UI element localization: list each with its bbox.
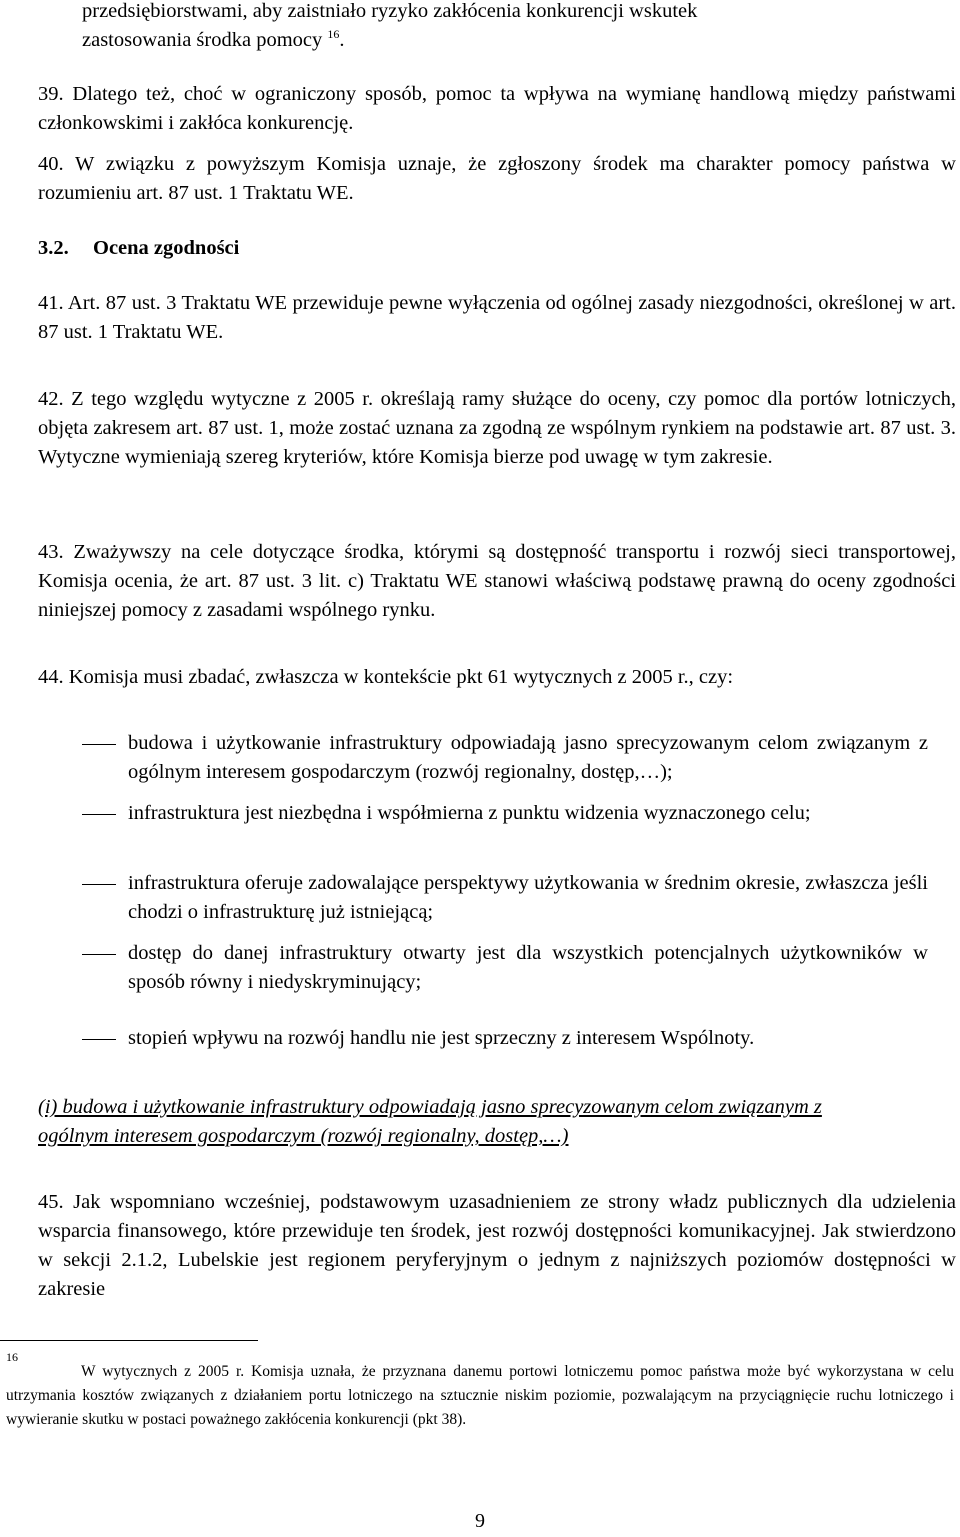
paragraph-40: 40. W związku z powyższym Komisja uznaje, że zgłoszony środek ma charakter pomocy państwa w rozumieniu art. 87 ust. 1 Traktatu WE. <box>38 153 956 204</box>
footnote-ref[interactable]: 16 <box>327 27 340 42</box>
continuation-text: zastosowania środka pomocy <box>82 29 323 51</box>
continuation-end: . <box>339 29 345 51</box>
continuation-line-2 <box>82 26 956 55</box>
paragraph-45: 45. Jak wspomniano wcześniej, podstawowym uzasadnieniem ze strony władz publicznych dla udzielenia wsparcia finansowego, które przewiduje ten środek, jest rozwój dostępności komunikacyjnej. Jak stwierdzono w sekcji 2.1.2, Lubelskie jest regionem peryferyjnym o jednym z najniższych poziomów dostępności w zakresie <box>38 1191 956 1300</box>
dash-icon <box>82 884 116 885</box>
page-number: 9 <box>475 1510 485 1532</box>
list-item: dostęp do danej infrastruktury otwarty jest dla wszystkich potencjalnych użytkowników w sposób równy i niedyskryminujący; <box>128 942 928 993</box>
section-heading <box>38 234 438 263</box>
paragraph-39: 39. Dlatego też, choć w ograniczony sposób, pomoc ta wpływa na wymianę handlową między państwami członkowskimi i zakłóca konkurencję. <box>38 83 956 134</box>
list-item: budowa i użytkowanie infrastruktury odpowiadają jasno sprecyzowanym celom związanym z ogólnym interesem gospodarczym (rozwój regionalny, dostęp,…); <box>128 732 928 783</box>
paragraph-42: 42. Z tego względu wytyczne z 2005 r. określają ramy służące do oceny, czy pomoc dla portów lotniczych, objęta zakresem art. 87 ust. 1, może zostać uznana za zgodną ze wspólnym rynkiem na podstawie art. 87 ust. 3. Wytyczne wymieniają szereg kryteriów, które Komisja bierze pod uwagę w tym zakresie. <box>38 388 956 468</box>
paragraph-44: 44. Komisja musi zbadać, zwłaszcza w kontekście pkt 61 wytycznych z 2005 r., czy: <box>38 666 734 688</box>
dash-icon <box>82 954 116 955</box>
subheading: (i) budowa i użytkowanie infrastruktury odpowiadają jasno sprecyzowanym celom związanym z ogólnym interesem gospodarczym (rozwój regionalny, dostęp,…) <box>38 1096 822 1147</box>
dash-icon <box>82 744 116 745</box>
section-number: 3.2. <box>38 237 69 259</box>
paragraph-43: 43. Zważywszy na cele dotyczące środka, którymi są dostępność transportu i rozwój sieci transportowej, Komisja ocenia, że art. 87 ust. 3 lit. c) Traktatu WE stanowi właściwą podstawę prawną do oceny zgodności niniejszej pomocy z zasadami wspólnego rynku. <box>38 541 956 621</box>
list-item: infrastruktura oferuje zadowalające perspektywy użytkowania w średnim okresie, zwłaszcza jeśli chodzi o infrastrukturę już istniejącą; <box>128 872 928 923</box>
footnote-mark: 16 <box>6 1350 18 1364</box>
footnote-separator <box>0 1340 258 1341</box>
paragraph-41: 41. Art. 87 ust. 3 Traktatu WE przewiduje pewne wyłączenia od ogólnej zasady niezgodności, określonej w art. 87 ust. 1 Traktatu WE. <box>38 292 956 343</box>
footnote-text: W wytycznych z 2005 r. Komisja uznała, że przyznana danemu portowi lotniczemu pomoc państwa może być wykorzystana w celu utrzymania kosztów związanych z działaniem portu lotniczego na sztucznie niskim poziomie, pozwalającym na przyciągnięcie ruchu lotniczego i wywieranie skutku w postaci poważnego zakłócenia konkurencji (pkt 38). <box>6 1363 954 1428</box>
list-item: infrastruktura jest niezbędna i współmierna z punktu widzenia wyznaczonego celu; <box>128 802 811 824</box>
section-title: Ocena zgodności <box>93 237 240 259</box>
list-item: stopień wpływu na rozwój handlu nie jest sprzeczny z interesem Wspólnoty. <box>128 1027 755 1049</box>
dash-icon <box>82 814 116 815</box>
continuation-line-1: przedsiębiorstwami, aby zaistniało ryzyko zakłócenia konkurencji wskutek <box>82 0 698 22</box>
dash-icon <box>82 1039 116 1040</box>
